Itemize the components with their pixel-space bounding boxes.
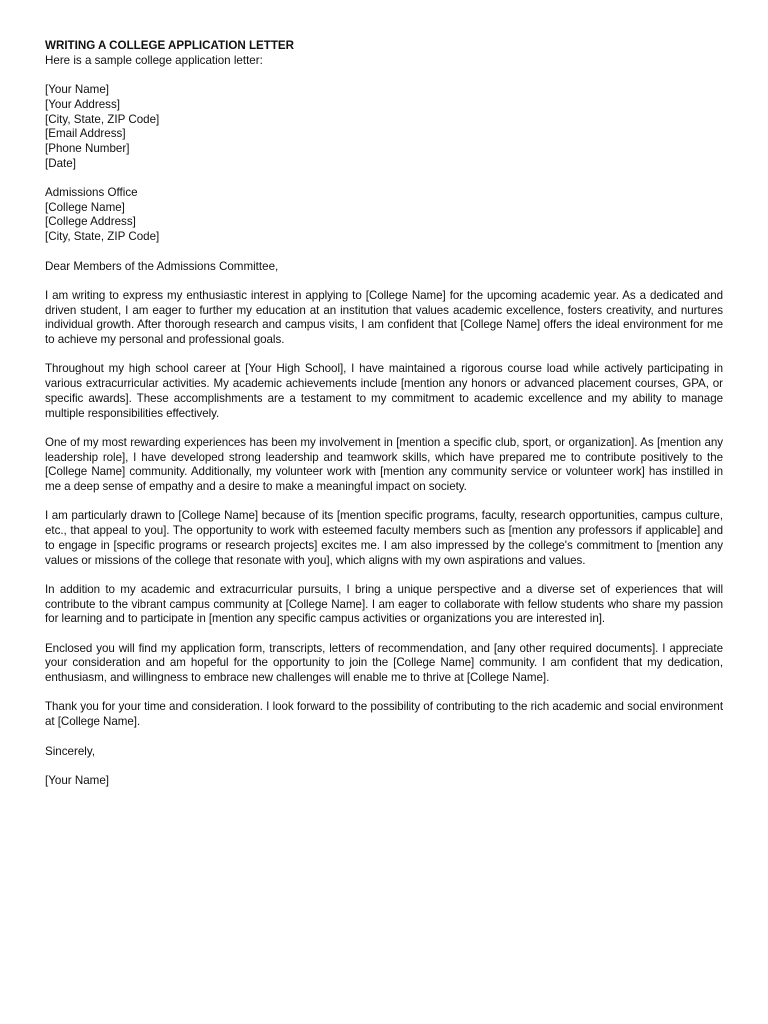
recipient-city-state-zip: [City, State, ZIP Code] [45,230,160,244]
document-title: WRITING A COLLEGE APPLICATION LETTER [45,39,295,52]
letter-page [45,39,723,789]
sender-phone: [Phone Number] [45,141,130,155]
sender-name: [Your Name] [45,83,110,97]
recipient-office: Admissions Office [45,186,138,199]
closing: Sincerely, [45,744,96,758]
signature: [Your Name] [45,773,110,787]
body-paragraph-5: In addition to my academic and extracurricular pursuits, I bring a unique perspective and a diverse set of experiences that will contribute to the vibrant campus community at [College Name]. I am eager to collaborate with fellow students who share my passion for learning and to participate in [mention any specific campus activities or organizations you are interested in]. [45,582,723,626]
body-paragraph-4: I am particularly drawn to [College Name] because of its [mention specific programs, faculty, research opportunities, campus culture, etc., that appeal to you]. The opportunity to work with esteemed faculty members such as [mention any professors if applicable] and to engage in [specific programs or research projects] excites me. I am also impressed by the college's commitment to [mention any values or missions of the college that resonate with you], which aligns with my own aspirations and values. [45,509,723,567]
document-intro: Here is a sample college application letter: [45,53,263,67]
sender-date: [Date] [45,156,76,170]
recipient-college-name: [College Name] [45,200,125,214]
recipient-college-address: [College Address] [45,215,136,229]
body-paragraph-1: I am writing to express my enthusiastic interest in applying to [College Name] for the upcoming academic year. As a dedicated and driven student, I am eager to further my education at an institution that values academic excellence, fosters creativity, and nurtures individual growth. After thorough research and campus visits, I am confident that [College Name] offers the ideal environment for me to achieve my personal and professional goals. [45,288,723,346]
body-paragraph-7: Thank you for your time and consideration. I look forward to the possibility of contributing to the rich academic and social environment at [College Name]. [45,700,723,729]
body-paragraph-2: Throughout my high school career at [Your High School], I have maintained a rigorous course load while actively participating in various extracurricular activities. My academic achievements include [mention any honors or advanced placement courses, GPA, or specific awards]. These accomplishments are a testament to my commitment to academic excellence and my ability to manage multiple responsibilities effectively. [45,362,723,420]
sender-address-block [45,83,723,171]
body-paragraph-6: Enclosed you will find my application form, transcripts, letters of recommendation, and [any other required documents]. I appreciate your consideration and am hopeful for the opportunity to join the [College Name] community. I am confident that my dedication, enthusiasm, and willingness to embrace new challenges will enable me to thrive at [College Name]. [45,641,723,685]
sender-city-state-zip: [City, State, ZIP Code] [45,112,160,126]
body-paragraph-3: One of my most rewarding experiences has been my involvement in [mention a specific club, sport, or organization]. As [mention any leadership role], I have developed strong leadership and teamwork skills, which have prepared me to contribute positively to the [College Name] community. Additionally, my volunteer work with [mention any community service or volunteer work] has instilled in me a deep sense of empathy and a desire to make a meaningful impact on society. [45,435,723,493]
sender-email: [Email Address] [45,127,126,141]
salutation: Dear Members of the Admissions Committee, [45,259,279,273]
recipient-address-block [45,186,723,245]
sender-address: [Your Address] [45,97,120,111]
